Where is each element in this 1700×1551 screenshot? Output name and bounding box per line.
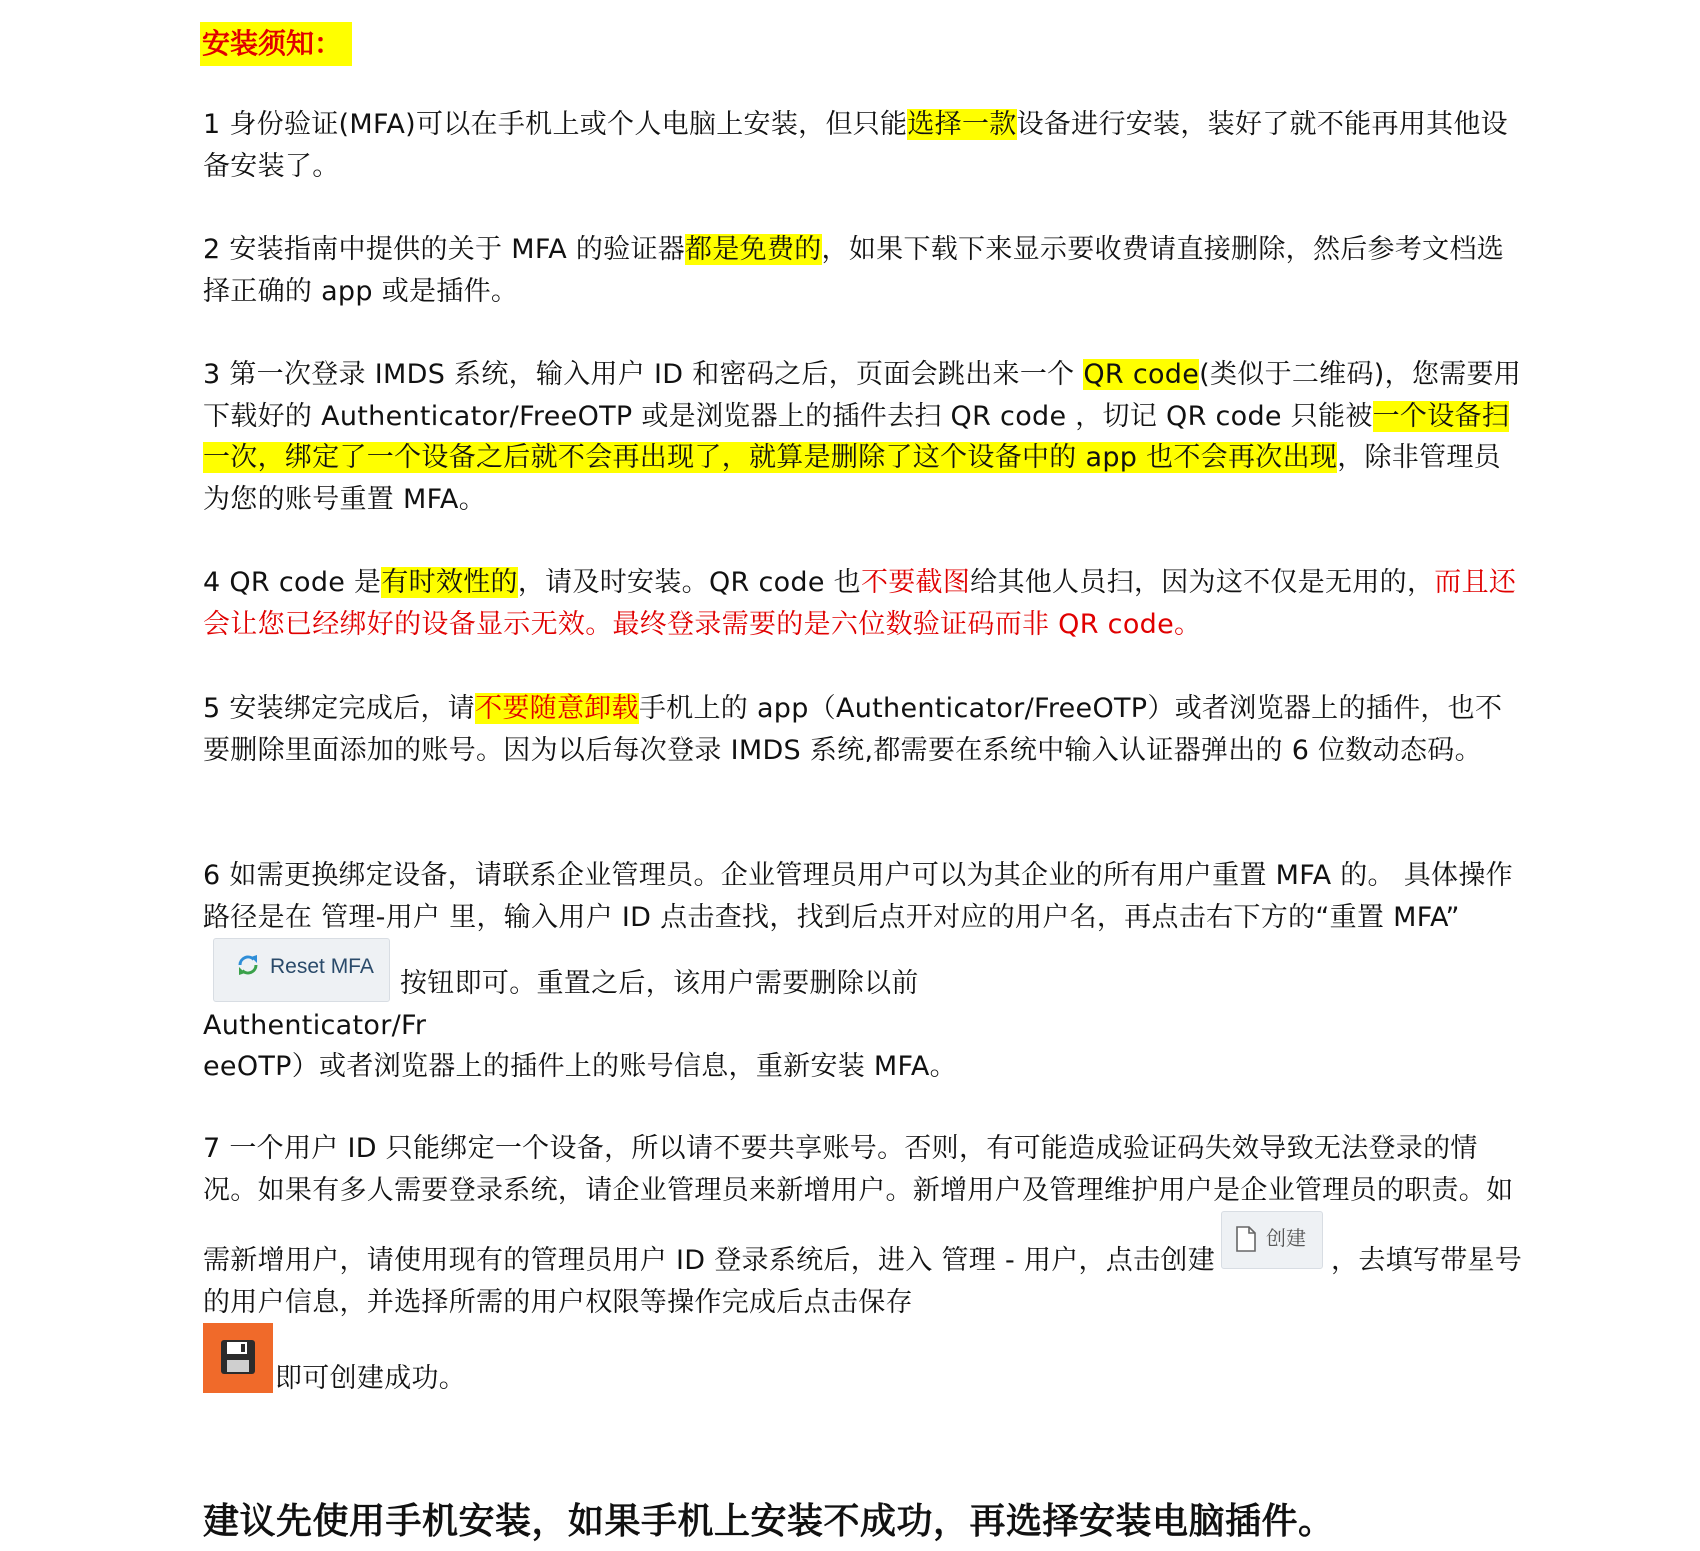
item-2-text-b: ，如果下载下来显示要收费请直接删除，然后参考文档选择正确的 app 或是插件。 <box>203 234 1505 307</box>
item-7-text-a: 7 一个用户 ID 只能绑定一个设备，所以请不要共享账号。否则，有可能造成验证码失效导致无法登录的情况。如果有多人需要登录系统，请企业管理员来新增用户。新增用户及管理维护用户是企业管理员的职责。如需新增用户，请使用现有的管理员用户 ID 登录系统后，进入 管理 - 用户，点击创建 <box>203 1133 1514 1276</box>
item-3-text-b: (类似于二维码)，您需要用下载好的 Authenticator/FreeOTP 或是浏览器上的插件去扫 QR code ，切记 QR code 只能被 <box>203 359 1522 432</box>
list-item-4 <box>203 562 1523 645</box>
floppy-disk-icon <box>218 1337 258 1377</box>
item-4-red-warning: 而且还会让您已经绑好的设备显示无效。最终登录需要的是六位数验证码而非 QR code。 <box>203 567 1517 640</box>
item-2-text-a: 2 安装指南中提供的关于 MFA 的验证器 <box>203 234 686 265</box>
item-7-text-b: ，去填写带星号的用户信息，并选择所需的用户权限等操作完成后点击保存 <box>203 1245 1523 1318</box>
item-4-red-no-screenshot: 不要截图 <box>860 567 971 598</box>
list-item-2 <box>203 229 1523 312</box>
item-3-highlight-qr: QR code <box>1083 359 1200 390</box>
item-6-text-b: 按钮即可。重置之后，该用户需要删除以前 <box>400 968 919 999</box>
item-6-text-a: 6 如需更换绑定设备，请联系企业管理员。企业管理员用户可以为其企业的所有用户重置 MFA 的。 具体操作路径是在 管理-用户 里，输入用户 ID 点击查找，找到后点开对应的用户名，再点击右下方的“重置 MFA” <box>203 860 1513 933</box>
list-item-3 <box>203 354 1523 520</box>
item-1-text-b: 设备进行安装，装好了就不能再用其他设备安装了。 <box>203 109 1508 182</box>
reset-mfa-label: Reset MFA <box>270 955 374 978</box>
item-4-highlight: 有时效性的 <box>381 567 518 598</box>
item-5-text-a: 5 安装绑定完成后，请 <box>203 693 476 724</box>
reset-mfa-button[interactable] <box>213 938 390 1002</box>
item-6-text-d: eeOTP）或者浏览器上的插件上的账号信息，重新安装 MFA。 <box>203 1051 957 1082</box>
refresh-icon <box>236 953 260 977</box>
item-3-highlight-once: 一个设备扫一次，绑定了一个设备之后就不会再出现了，就算是删除了这个设备中的 app 也不会再次出现 <box>203 400 1510 473</box>
create-button[interactable] <box>1221 1211 1323 1269</box>
list-item-5 <box>203 688 1523 771</box>
save-button[interactable] <box>203 1323 273 1393</box>
new-document-icon <box>1235 1226 1257 1252</box>
item-3-text-a: 3 第一次登录 IMDS 系统，输入用户 ID 和密码之后，页面会跳出来一个 <box>203 359 1084 390</box>
item-4-text-b: ，请及时安装。QR code 也 <box>517 567 861 598</box>
item-4-text-c: 给其他人员扫，因为这不仅是无用的， <box>970 567 1435 598</box>
list-item-7 <box>203 1128 1523 1400</box>
footer-recommendation: 建议先使用手机安装，如果手机上安装不成功，再选择安装电脑插件。 <box>203 1501 1335 1542</box>
list-item-1 <box>203 104 1523 187</box>
item-7-text-c: 即可创建成功。 <box>275 1363 467 1394</box>
item-3-text-c: ，除非管理员为您的账号重置 MFA。 <box>203 442 1501 515</box>
item-1-text-a: 1 身份验证(MFA)可以在手机上或个人电脑上安装，但只能 <box>203 109 908 140</box>
item-6-text-c: Authenticator/Fr <box>203 1009 427 1041</box>
notice-title: 安装须知： <box>200 22 352 66</box>
item-5-highlight: 不要随意卸载 <box>475 693 639 724</box>
create-label: 创建 <box>1266 1226 1307 1250</box>
item-2-highlight: 都是免费的 <box>685 234 822 265</box>
item-5-text-b: 手机上的 app（Authenticator/FreeOTP）或者浏览器上的插件，也不要删除里面添加的账号。因为以后每次登录 IMDS 系统,都需要在系统中输入认证器弹出的 6 位数动态码。 <box>203 693 1503 766</box>
list-item-6 <box>203 855 1523 1088</box>
item-1-highlight: 选择一款 <box>907 109 1017 140</box>
item-4-text-a: 4 QR code 是 <box>203 567 382 598</box>
